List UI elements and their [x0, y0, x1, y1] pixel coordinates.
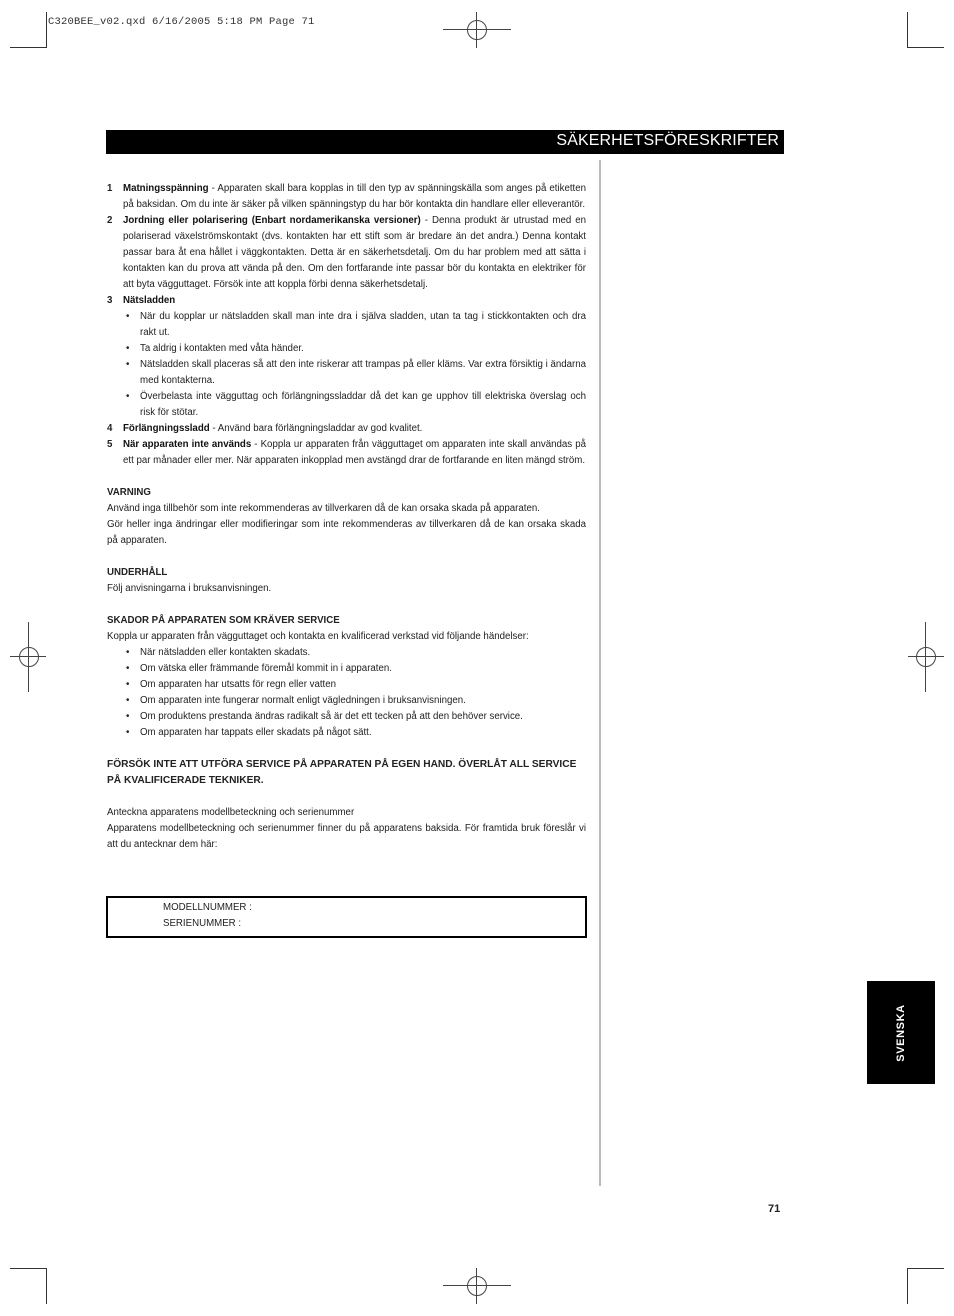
crop-mark — [46, 12, 47, 48]
damage-heading: SKADOR PÅ APPARATEN SOM KRÄVER SERVICE — [107, 615, 340, 626]
crop-mark — [46, 1268, 47, 1304]
bullet-item: • När du kopplar ur nätsladden skall man inte dra i själva sladden, utan ta tag i stickkontakten och dra rakt ut. — [107, 309, 586, 341]
cord-bullet-list — [107, 309, 586, 421]
bullet-item: • Ta aldrig i kontakten med våta händer. — [107, 341, 586, 357]
warning-heading: VARNING — [107, 487, 151, 498]
list-item — [107, 421, 586, 437]
item-number: 4 — [107, 423, 113, 434]
maintenance-text: Följ anvisningarna i bruksanvisningen. — [107, 583, 272, 594]
item-text: - Koppla ur apparaten från vägguttaget om apparaten inte skall användas på ett par månader eller mer. När apparaten inkopplad men avstängd drar de fortfarande en liten mängd ström. — [123, 439, 586, 466]
page-title: SÄKERHETSFÖRESKRIFTER — [556, 132, 779, 149]
damage-intro: Koppla ur apparaten från vägguttaget och kontakta en kvalificerad verkstad vid följande händelser: — [107, 631, 529, 642]
bullet-item: • Om apparaten har tappats eller skadats på något sätt. — [107, 725, 586, 741]
column-divider — [599, 160, 601, 1186]
item-heading: Förlängningssladd — [123, 423, 210, 434]
crop-mark — [908, 47, 944, 48]
bullet-item: • Om vätska eller främmande föremål kommit in i apparaten. — [107, 661, 586, 677]
service-warning: FÖRSÖK INTE ATT UTFÖRA SERVICE PÅ APPARATEN PÅ EGEN HAND. ÖVERLÅT ALL SERVICE PÅ KVALIFICERADE TEKNIKER. — [107, 759, 577, 786]
bullet-item: • Om apparaten har utsatts för regn eller vatten — [107, 677, 586, 693]
item-text: - Denna produkt är utrustad med en polariserad växelströmskontakt (dvs. kontakten har ett stift som är bredare än det andra.) Denna kontakt passar bara åt ena hållet i väggkontakten. Detta är en säkerhetsdetalj. Om du har problem med att sätta i kontakten kan du prova att vända på den. Om den fortfarande inte passar bör du kontakta en elektriker för att byta vägguttaget. Försök inte att koppla förbi denna säkerhetsdetalj. — [123, 215, 587, 290]
item-number: 5 — [107, 439, 113, 450]
item-text: - Apparaten skall bara kopplas in till den typ av spänningskälla som anges på etiketten på baksidan. Om du inte är säker på vilken spänningstyp du har bör kontakta din handlare eller elleverantör. — [123, 183, 586, 210]
crop-mark — [907, 12, 908, 48]
page-title-bar — [106, 130, 784, 154]
bullet-item: • Om apparaten inte fungerar normalt enligt vägledningen i bruksanvisningen. — [107, 693, 586, 709]
crop-mark — [908, 1268, 944, 1269]
crop-mark — [10, 1268, 46, 1269]
item-number: 1 — [107, 183, 113, 194]
list-item — [107, 437, 586, 469]
bullet-item: • Överbelasta inte vägguttag och förlängningssladdar då det kan ge upphov till elektriska överslag och risk för stötar. — [107, 389, 586, 421]
bullet-item: • Nätsladden skall placeras så att den inte riskerar att trampas på eller kläms. Var extra försiktig i ändarna med kontakterna. — [107, 357, 586, 389]
serial-number-label: SERIENUMMER : — [163, 918, 242, 929]
maintenance-heading: UNDERHÅLL — [107, 567, 168, 578]
page-number: 71 — [768, 1203, 781, 1215]
record-intro: Anteckna apparatens modellbeteckning och serienummer — [107, 807, 355, 818]
model-number-label: MODELLNUMMER : — [163, 902, 252, 913]
warning-text: Använd inga tillbehör som inte rekommenderas av tillverkaren då de kan orsaka skada på apparaten. — [107, 503, 540, 514]
list-item — [107, 293, 586, 309]
item-heading: När apparaten inte används — [123, 439, 252, 450]
item-heading: Matningsspänning — [123, 183, 209, 194]
bullet-item: • Om produktens prestanda ändras radikalt så är det ett tecken på att den behöver service. — [107, 709, 586, 725]
language-tab — [867, 981, 935, 1084]
damage-bullet-list — [107, 645, 586, 741]
item-text: - Använd bara förlängningsladdar av god kvalitet. — [209, 423, 423, 434]
list-item — [107, 213, 586, 293]
item-heading: Jordning eller polarisering (Enbart nordamerikanska versioner) — [123, 215, 421, 226]
safety-content — [107, 181, 586, 853]
crop-mark — [907, 1268, 908, 1304]
file-slug: C320BEE_v02.qxd 6/16/2005 5:18 PM Page 71 — [48, 16, 315, 28]
record-text: Apparatens modellbeteckning och serienummer finner du på apparatens baksida. För framtida bruk föreslår vi att du antecknar dem här: — [107, 823, 586, 850]
item-number: 3 — [107, 295, 113, 306]
model-serial-box — [106, 896, 587, 938]
item-heading: Nätsladden — [123, 295, 176, 306]
item-number: 2 — [107, 215, 113, 226]
crop-mark — [10, 47, 46, 48]
warning-text: Gör heller inga ändringar eller modifieringar som inte rekommenderas av tillverkaren då de kan orsaka skada på apparaten. — [107, 519, 586, 546]
list-item — [107, 181, 586, 213]
language-tab-label: SVENSKA — [895, 1004, 907, 1062]
bullet-item: • När nätsladden eller kontakten skadats. — [107, 645, 586, 661]
